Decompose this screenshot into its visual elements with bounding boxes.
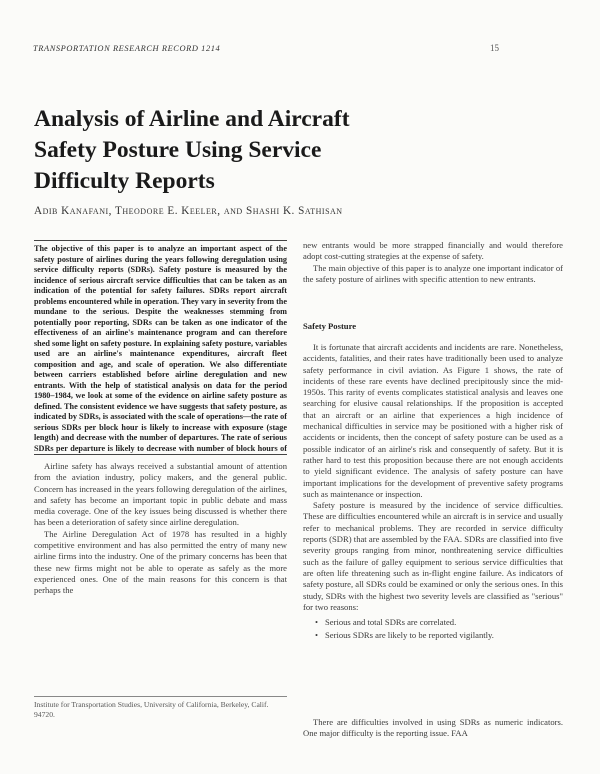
bullet-item (315, 617, 563, 628)
paragraph: Safety posture is measured by the incidence of service difficulties. These are difficulties encountered while an aircraft is in service and usually refer to mechanical problems. They are recorded in service difficulty reports (SDR) that are assembled by the FAA. SDRs are classified into five severity groups ranging from minor, nonthreatening service difficulties such as the failure of galley equipment to serious service difficulties that are often life threatening such as in-flight engine failure. As indicators of safety posture, all SDRs could be examined or only the serious ones. In this study, SDRs with the highest two severity levels are classified as "serious" for two reasons: (303, 500, 563, 612)
author-affiliation-footnote: Institute for Transportation Studies, University of California, Berkeley, Calif. 94720. (34, 696, 287, 720)
bullet-list (303, 617, 563, 642)
bullet-text: Serious SDRs are likely to be reported vigilantly. (325, 630, 494, 641)
paragraph: There are difficulties involved in using SDRs as numeric indicators. One major difficulty is the reporting issue. FAA (303, 717, 563, 739)
right-column-continuation (303, 717, 563, 743)
title-line: Difficulty Reports (34, 168, 215, 194)
left-column-body (34, 461, 287, 671)
paragraph: The main objective of this paper is to analyze one important indicator of the safety posture of airlines with specific attention to new entrants. (303, 262, 563, 284)
page-number: 15 (490, 43, 499, 53)
paragraph: Airline safety has always received a substantial amount of attention from the aviation industry, policy makers, and the general public. Concern has increased in the years following deregulation of the airlines, and safety has become an important topic in public debate and mass media coverage. One of the key issues being discussed is whether there has been a deterioration of safety since airline deregulation. (34, 461, 287, 528)
paper-title (34, 104, 474, 197)
title-line: Analysis of Airline and Aircraft (34, 106, 350, 132)
bullet-text: Serious and total SDRs are correlated. (325, 617, 457, 628)
bullet-icon: • (315, 617, 319, 628)
bullet-item (315, 630, 563, 641)
right-column-intro (303, 240, 563, 306)
journal-header: TRANSPORTATION RESEARCH RECORD 1214 (33, 44, 221, 53)
section-heading: Safety Posture (303, 321, 357, 331)
author-list: Adib Kanafani, Theodore E. Keeler, and Shashi K. Sathisan (34, 205, 343, 217)
bullet-icon: • (315, 630, 319, 641)
abstract: The objective of this paper is to analyze an important aspect of the safety posture of airlines during the years following deregulation using service difficulty reports (SDRs). Safety posture is measured by the incidence of serious aircraft service difficulties that can be taken as an indication of the potential for safety failures. SDRs report aircraft problems encountered while in operation. They vary in severity from the mundane to the serious. Despite the weaknesses stemming from potentially poor reporting, SDRs can be taken as one indicator of the effectiveness of an airline's maintenance program and can therefore shed some light on safety posture. In explaining safety posture, variables used are an airline's maintenance expenditures, aircraft fleet composition and age, and scale of operation. We also differentiate between carriers established before airline deregulation and new entrants. With the help of statistical analysis on data for the period 1980–1984, we look at some of the evidence on airline safety posture as defined. The consistent evidence we have suggests that safety posture, as indicated by SDRs, is associated with the scale of operations—the rate of serious SDRs per block hour is likely to increase with exposure (stage length) and decrease with the number of departures. The rate of serious SDRs per departure is likely to decrease with number of block hours of (34, 240, 287, 455)
paragraph: new entrants would be more strapped financially and would therefore adopt cost-cutting strategies at the expense of safety. (303, 240, 563, 262)
right-column-body (303, 342, 563, 704)
title-line: Safety Posture Using Service (34, 137, 322, 163)
paragraph: It is fortunate that aircraft accidents and incidents are rare. Nonetheless, accidents, fatalities, and their rates have traditionally been used to analyze safety performance in civil aviation. As Figure 1 shows, the rate of incidents of these rare events have declined precipitously since the mid-1950s. This rarity of events complicates statistical analysis and leaves one searching for elusive causal relationships. If the proposition is accepted that an aircraft or an airline that experiences a high incidence of mechanical difficulties in service may be positioned with a higher risk of accidents or incidents, then the concept of safety posture can be used as a possible indicator of an airline's risk and consequently of safety. But it is rather hard to test this proposition because there are not enough accidents to yield significant evidence. The analysis of safety posture can have important implications for the development of preventive safety programs such as maintenance or inspection. (303, 342, 563, 499)
paragraph: The Airline Deregulation Act of 1978 has resulted in a highly competitive environment and has also permitted the entry of many new airline firms into the industry. One of the primary concerns has been that these new firms might not be able to operate as safely as the more experienced ones. One of the main reasons for this concern is that perhaps the (34, 528, 287, 596)
